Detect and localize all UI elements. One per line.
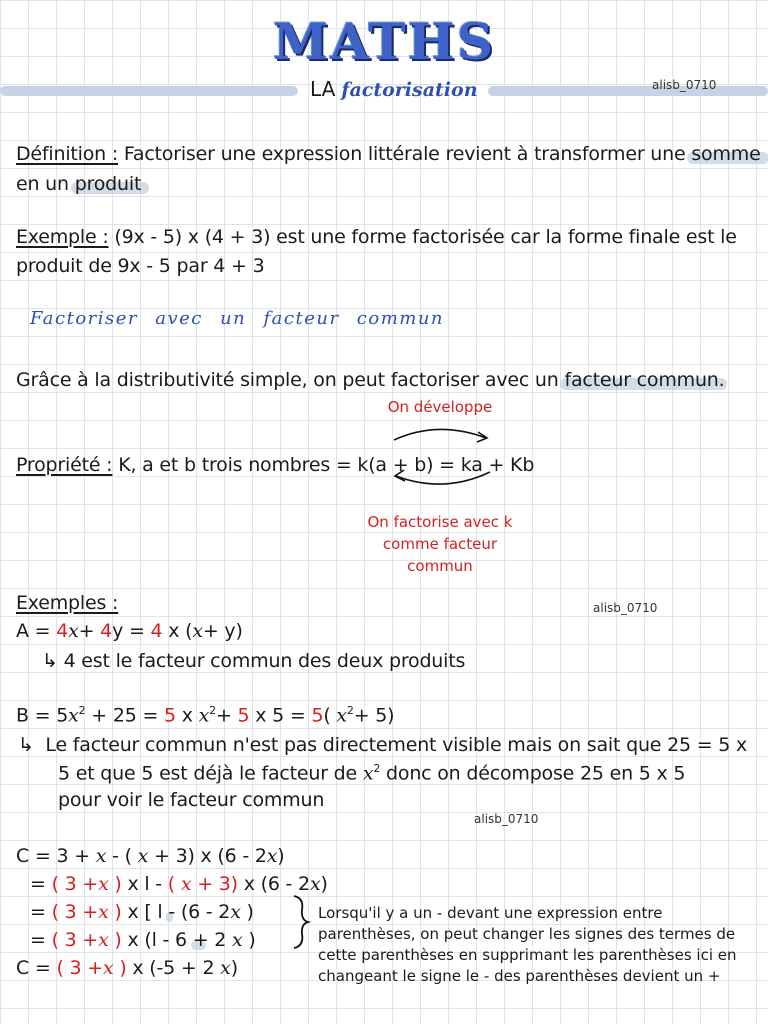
example-B-expl-1: ↳ Le facteur commun n'est pas directement visible mais on sait que 25 = 5 x xyxy=(18,734,748,756)
watermark-2: alisb_0710 xyxy=(593,601,658,615)
exemple-line-2: produit de 9x - 5 par 4 + 3 xyxy=(16,255,265,277)
example-C-5: C = ( 3 +x ) x (-5 + 2 x) xyxy=(16,957,238,979)
banner-right xyxy=(488,86,768,96)
watermark-3: alisb_0710 xyxy=(474,812,539,826)
example-C-1: C = 3 + x - ( x + 3) x (6 - 2x) xyxy=(16,845,285,867)
note-factorise: On factorise avec k comme facteur commun xyxy=(367,513,513,575)
example-C-3: = ( 3 +x ) x [ l - (6 - 2x ) xyxy=(30,901,254,923)
page-title: MATHS xyxy=(273,12,495,71)
banner-left xyxy=(0,86,298,96)
distrib-line: Grâce à la distributivité simple, on peut factoriser avec un facteur commun. xyxy=(16,369,725,391)
subtitle: LA factorisation xyxy=(310,77,478,101)
definition-line-1: Définition : Factoriser une expression littérale revient à transformer une somme xyxy=(16,143,761,165)
propriete-line: Propriété : K, a et b trois nombres = k(a + b) = ka + Kb xyxy=(16,454,535,476)
example-B: $B = 5x^2 + 25 = 5$ x $x^2+ 5$ x 5 = 5( $x^2+ 5$) xyxy=(16,704,395,727)
example-C-2: = ( 3 +x ) x l - ( x + 3) x (6 - 2x) xyxy=(30,873,328,895)
example-C-4: = ( 3 +x ) x (l - 6 + 2 x ) xyxy=(30,929,256,951)
watermark: alisb_0710 xyxy=(652,78,717,92)
exemple-line-1: Exemple : (9x - 5) x (4 + 3) est une forme factorisée car la forme finale est le xyxy=(16,226,737,248)
example-B-expl-2: 5 et que 5 est déjà le facteur de $x^2$ donc on décompose 25 en 5 x 5 xyxy=(58,762,686,785)
exemples-label: Exemples : xyxy=(16,592,119,614)
section-title: Factoriser avec un facteur commun xyxy=(30,308,445,329)
brace-icon xyxy=(290,894,312,950)
definition-line-2: en un produit xyxy=(16,173,142,195)
example-B-expl-3: pour voir le facteur commun xyxy=(58,789,325,811)
note-develop: On développe xyxy=(387,398,493,416)
bracket-note: Lorsqu'il y a un - devant une expression entre parenthèses, on peut changer les signes des termes de cette parenthèses en supprimant les parenthèses ici en changeant le signe le - des parenthèses devient un + xyxy=(318,904,737,985)
example-A-note: ↳ 4 est le facteur commun des deux produits xyxy=(42,650,466,672)
example-A: A = 4x+ 4y = 4 x (x+ y) xyxy=(16,620,243,642)
